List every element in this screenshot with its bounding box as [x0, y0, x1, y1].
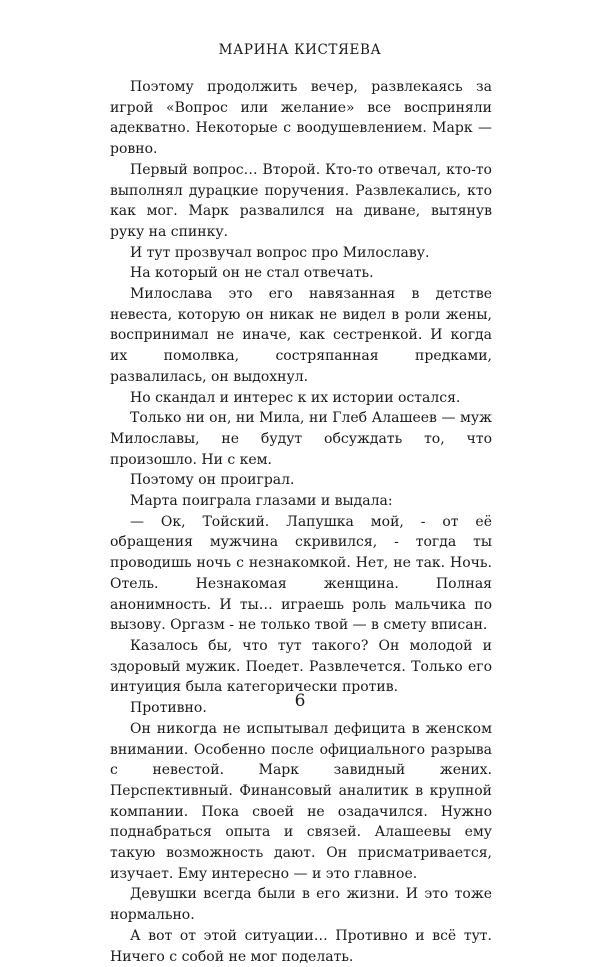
paragraph: На который он не стал отвечать. [130, 265, 374, 282]
paragraph: Он никогда не испытывал дефицита в женском внимании. Особенно после официального разрыва с невестой. Марк завидный жених. Перспективный. Финансовый аналитик в крупной компании. Пока своей не озадачился. Нужно поднабраться опыта и связей. Алашеевы ему такую возможность дают. Он присматривается, изучает. Ему интересно — и это главное. [110, 720, 492, 882]
paragraph: Марта поиграла глазами и выдала: [130, 493, 393, 510]
page-number: 6 [294, 691, 306, 711]
paragraph: Только ни он, ни Мила, ни Глеб Алашеев — муж Милославы, не будут обсуждать то, что произошло. Ни с кем. [110, 410, 492, 468]
paragraph: И тут прозвучал вопрос про Милославу. [130, 244, 430, 261]
paragraph: Милослава это его навязанная в детстве невеста, которую он никак не видел в роли жены, воспринимал не иначе, как сестренкой. И когда их помолвка, состряпанная предками, развалилась, он выдохнул. [110, 286, 492, 385]
paragraph: Поэтому он проиграл. [130, 472, 295, 489]
paragraph: Поэтому продолжить вечер, развлекаясь за игрой «Вопрос или желание» все восприняли адекватно. Некоторые с воодушевлением. Марк — ровно. [110, 79, 492, 158]
paragraph: Девушки всегда были в его жизни. И это тоже нормально. [110, 886, 492, 924]
paragraph: — Ок, Тойский. Лапушка мой, - от её обращения мужчина скривился, - тогда ты проводишь ночь с незнакомкой. Нет, не так. Ночь. Отель. Незнакомая женщина. Полная анонимность. И ты… играешь роль мальчика по вызову. Оргазм - не только твой — в смету вписан. [110, 513, 492, 634]
paragraph: А вот от этой ситуации… Противно и всё тут. Ничего с собой не мог поделать. [110, 927, 492, 965]
body-text [110, 77, 492, 967]
paragraph: Но скандал и интерес к их истории остался. [130, 389, 461, 406]
paragraph: Казалось бы, что тут такого? Он молодой и здоровый мужик. Поедет. Развлечется. Только его интуиция была категорически против. [110, 637, 492, 696]
paragraph: Противно. [130, 700, 207, 717]
running-head: МАРИНА КИСТЯЕВА [218, 42, 382, 58]
paragraph: Первый вопрос… Второй. Кто-то отвечал, кто-то выполнял дурацкие поручения. Развлекались, кто как мог. Марк развалился на диване, вытянув руку на спинку. [110, 161, 492, 240]
